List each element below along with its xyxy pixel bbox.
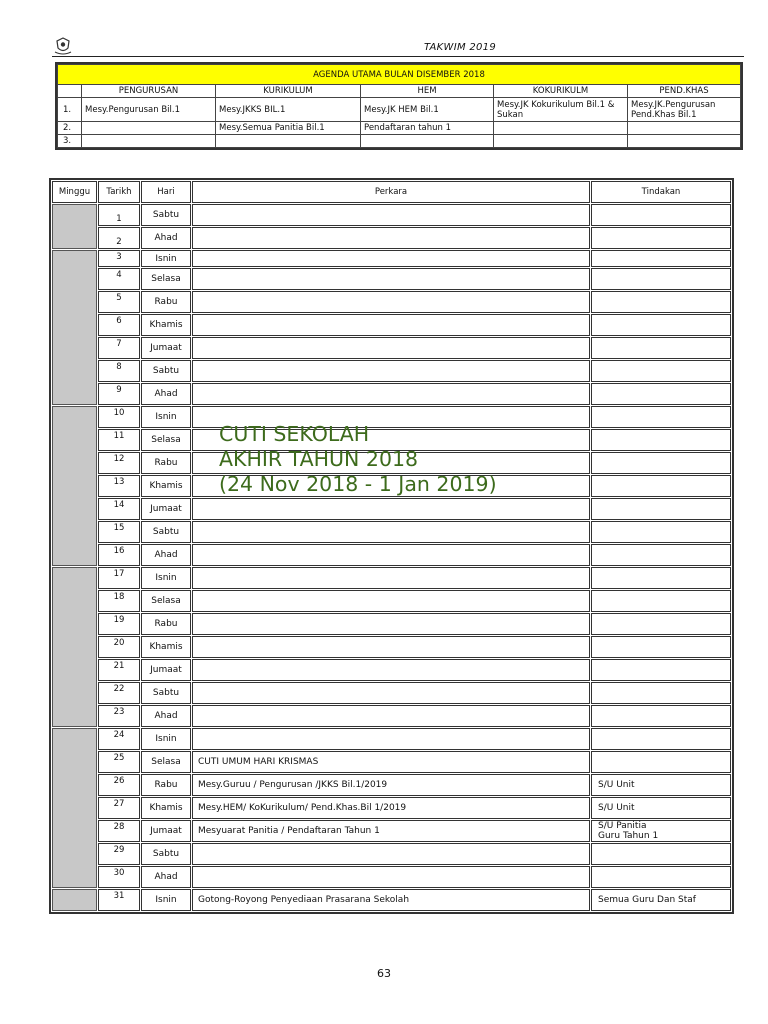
date-cell	[98, 429, 140, 451]
action-cell	[591, 843, 731, 865]
calendar-row	[52, 314, 731, 336]
calendar-row	[52, 889, 731, 911]
event-cell	[192, 360, 590, 382]
calendar-row	[52, 498, 731, 520]
calendar-row	[52, 383, 731, 405]
date-cell	[98, 613, 140, 635]
action-cell	[591, 705, 731, 727]
school-holiday-subtitle: AKHIR TAHUN 2018	[219, 447, 419, 471]
calendar-row	[52, 866, 731, 888]
date-number: 17	[113, 569, 125, 579]
calendar-row	[52, 705, 731, 727]
event-cell	[192, 227, 590, 249]
date-cell	[98, 227, 140, 249]
agenda-cell	[494, 122, 628, 135]
school-holiday-title: CUTI SEKOLAH	[219, 422, 370, 446]
action-cell	[591, 613, 731, 635]
event-cell	[192, 843, 590, 865]
action-cell	[591, 360, 731, 382]
page-number: 63	[377, 967, 391, 980]
day-cell: Sabtu	[141, 843, 191, 865]
date-cell	[98, 498, 140, 520]
calendar-row	[52, 291, 731, 313]
calendar-row	[52, 567, 731, 589]
action-cell: S/U Panitia Guru Tahun 1	[591, 820, 731, 842]
agenda-header-row	[58, 85, 741, 98]
header-tindakan: Tindakan	[591, 181, 731, 203]
action-cell	[591, 250, 731, 267]
date-number: 26	[113, 776, 125, 786]
event-cell	[192, 590, 590, 612]
action-cell: S/U Unit	[591, 774, 731, 796]
header-divider	[52, 56, 744, 57]
event-cell	[192, 682, 590, 704]
date-number: 15	[113, 523, 125, 533]
week-cell	[52, 204, 97, 249]
date-cell	[98, 406, 140, 428]
event-cell	[192, 250, 590, 267]
date-cell	[98, 866, 140, 888]
calendar-body	[52, 204, 731, 911]
action-cell	[591, 866, 731, 888]
date-number: 11	[113, 431, 125, 441]
calendar-row	[52, 227, 731, 249]
event-cell	[192, 291, 590, 313]
calendar-row	[52, 843, 731, 865]
agenda-row	[58, 98, 741, 122]
agenda-cell: Mesy.JK.Pengurusan Pend.Khas Bil.1	[628, 98, 741, 122]
date-number: 6	[116, 316, 122, 326]
action-cell	[591, 590, 731, 612]
week-cell	[52, 567, 97, 727]
date-cell	[98, 291, 140, 313]
day-cell: Jumaat	[141, 820, 191, 842]
action-cell	[591, 268, 731, 290]
date-number: 25	[113, 753, 125, 763]
agenda-cell	[361, 135, 494, 148]
agenda-cell: Mesy.JKKS BIL.1	[216, 98, 361, 122]
day-cell: Khamis	[141, 314, 191, 336]
agenda-header-cell: KURIKULUM	[216, 85, 361, 98]
day-cell: Selasa	[141, 429, 191, 451]
action-cell	[591, 406, 731, 428]
agenda-header-num	[58, 85, 82, 98]
agenda-header-cell: HEM	[361, 85, 494, 98]
date-cell	[98, 314, 140, 336]
date-number: 16	[113, 546, 125, 556]
day-cell: Sabtu	[141, 204, 191, 226]
date-cell	[98, 521, 140, 543]
day-cell: Isnin	[141, 567, 191, 589]
week-cell	[52, 728, 97, 888]
day-cell: Selasa	[141, 268, 191, 290]
date-number: 22	[113, 684, 125, 694]
date-number: 20	[113, 638, 125, 648]
day-cell: Ahad	[141, 705, 191, 727]
date-cell	[98, 204, 140, 226]
document-title: TAKWIM 2019	[424, 42, 496, 53]
day-cell: Ahad	[141, 544, 191, 566]
event-cell	[192, 204, 590, 226]
date-cell	[98, 705, 140, 727]
date-cell	[98, 567, 140, 589]
action-cell	[591, 291, 731, 313]
day-cell: Ahad	[141, 866, 191, 888]
day-cell: Rabu	[141, 613, 191, 635]
date-cell	[98, 383, 140, 405]
action-cell	[591, 227, 731, 249]
day-cell: Rabu	[141, 452, 191, 474]
action-cell	[591, 567, 731, 589]
calendar-row	[52, 728, 731, 750]
calendar-row	[52, 774, 731, 796]
date-number: 23	[113, 707, 125, 717]
day-cell: Jumaat	[141, 337, 191, 359]
agenda-cell	[82, 122, 216, 135]
action-cell	[591, 521, 731, 543]
week-cell	[52, 406, 97, 566]
event-cell	[192, 521, 590, 543]
date-number: 21	[113, 661, 125, 671]
header-minggu: Minggu	[52, 181, 97, 203]
calendar-row	[52, 751, 731, 773]
date-number: 8	[116, 362, 122, 372]
date-cell	[98, 590, 140, 612]
agenda-header-cell: PEND.KHAS	[628, 85, 741, 98]
calendar-row	[52, 521, 731, 543]
date-number: 10	[113, 408, 125, 418]
action-cell	[591, 452, 731, 474]
date-number: 19	[113, 615, 125, 625]
day-cell: Sabtu	[141, 521, 191, 543]
date-cell	[98, 360, 140, 382]
date-number: 1	[116, 214, 122, 224]
action-cell	[591, 728, 731, 750]
date-number: 28	[113, 822, 125, 832]
event-cell	[192, 728, 590, 750]
day-cell: Ahad	[141, 383, 191, 405]
agenda-cell: Mesy.JK HEM Bil.1	[361, 98, 494, 122]
day-cell: Jumaat	[141, 659, 191, 681]
day-cell: Sabtu	[141, 682, 191, 704]
agenda-row-number: 1.	[58, 98, 82, 122]
agenda-cell: Pendaftaran tahun 1	[361, 122, 494, 135]
calendar-row	[52, 250, 731, 267]
action-cell	[591, 682, 731, 704]
calendar-row	[52, 204, 731, 226]
school-holiday-note	[219, 422, 497, 497]
date-cell	[98, 751, 140, 773]
date-number: 24	[113, 730, 125, 740]
calendar-row	[52, 360, 731, 382]
header-tarikh: Tarikh	[98, 181, 140, 203]
date-number: 18	[113, 592, 125, 602]
agenda-header-cell: KOKURIKULM	[494, 85, 628, 98]
event-cell: CUTI UMUM HARI KRISMAS	[192, 751, 590, 773]
date-cell	[98, 728, 140, 750]
agenda-cell	[494, 135, 628, 148]
action-cell: S/U Unit	[591, 797, 731, 819]
date-number: 9	[116, 385, 122, 395]
date-number: 27	[113, 799, 125, 809]
date-number: 3	[116, 252, 122, 262]
event-cell	[192, 636, 590, 658]
date-cell	[98, 544, 140, 566]
date-number: 13	[113, 477, 125, 487]
date-number: 4	[116, 270, 122, 280]
day-cell: Khamis	[141, 636, 191, 658]
school-holiday-dates: (24 Nov 2018 - 1 Jan 2019)	[219, 472, 497, 496]
event-cell	[192, 337, 590, 359]
week-cell	[52, 250, 97, 405]
agenda-cell	[628, 122, 741, 135]
event-cell	[192, 498, 590, 520]
calendar-row	[52, 797, 731, 819]
date-number: 2	[116, 237, 122, 247]
day-cell: Isnin	[141, 728, 191, 750]
action-cell	[591, 429, 731, 451]
event-cell	[192, 866, 590, 888]
calendar-row	[52, 590, 731, 612]
date-cell	[98, 268, 140, 290]
agenda-cell	[82, 135, 216, 148]
agenda-cell	[216, 135, 361, 148]
calendar-row	[52, 544, 731, 566]
event-cell	[192, 544, 590, 566]
calendar-row	[52, 337, 731, 359]
action-cell	[591, 544, 731, 566]
event-cell	[192, 705, 590, 727]
day-cell: Jumaat	[141, 498, 191, 520]
date-cell	[98, 659, 140, 681]
event-cell	[192, 268, 590, 290]
event-cell	[192, 383, 590, 405]
date-cell	[98, 682, 140, 704]
agenda-row-number: 3.	[58, 135, 82, 148]
date-cell	[98, 843, 140, 865]
agenda-header-cell: PENGURUSAN	[82, 85, 216, 98]
date-cell	[98, 820, 140, 842]
date-number: 29	[113, 845, 125, 855]
date-number: 7	[116, 339, 122, 349]
agenda-row-number: 2.	[58, 122, 82, 135]
header-perkara: Perkara	[192, 181, 590, 203]
date-number: 12	[113, 454, 125, 464]
day-cell: Rabu	[141, 291, 191, 313]
action-cell	[591, 751, 731, 773]
action-cell	[591, 498, 731, 520]
event-cell: Mesy.HEM/ KoKurikulum/ Pend.Khas.Bil 1/2019	[192, 797, 590, 819]
calendar-row	[52, 682, 731, 704]
school-crest-icon	[52, 36, 74, 56]
agenda-title: AGENDA UTAMA BULAN DISEMBER 2018	[58, 65, 741, 85]
day-cell: Sabtu	[141, 360, 191, 382]
day-cell: Isnin	[141, 250, 191, 267]
date-cell	[98, 452, 140, 474]
calendar-row	[52, 613, 731, 635]
agenda-row	[58, 122, 741, 135]
agenda-cell: Mesy.Pengurusan Bil.1	[82, 98, 216, 122]
action-cell	[591, 475, 731, 497]
calendar-row	[52, 636, 731, 658]
event-cell	[192, 314, 590, 336]
agenda-cell: Mesy.JK Kokurikulum Bil.1 & Sukan	[494, 98, 628, 122]
agenda-row	[58, 135, 741, 148]
event-cell	[192, 613, 590, 635]
date-cell	[98, 774, 140, 796]
header-hari: Hari	[141, 181, 191, 203]
agenda-cell: Mesy.Semua Panitia Bil.1	[216, 122, 361, 135]
day-cell: Selasa	[141, 751, 191, 773]
date-cell	[98, 797, 140, 819]
date-number: 30	[113, 868, 125, 878]
agenda-cell	[628, 135, 741, 148]
date-number: 31	[113, 891, 125, 901]
event-cell	[192, 567, 590, 589]
day-cell: Selasa	[141, 590, 191, 612]
event-cell: Mesy.Guruu / Pengurusan /JKKS Bil.1/2019	[192, 774, 590, 796]
day-cell: Khamis	[141, 797, 191, 819]
date-number: 14	[113, 500, 125, 510]
date-cell	[98, 250, 140, 267]
agenda-table	[55, 62, 743, 150]
day-cell: Isnin	[141, 406, 191, 428]
action-cell	[591, 204, 731, 226]
event-cell: Mesyuarat Panitia / Pendaftaran Tahun 1	[192, 820, 590, 842]
date-cell	[98, 337, 140, 359]
action-cell: Semua Guru Dan Staf	[591, 889, 731, 911]
calendar-header-row	[52, 181, 731, 203]
calendar-row	[52, 268, 731, 290]
action-cell	[591, 337, 731, 359]
day-cell: Rabu	[141, 774, 191, 796]
week-cell	[52, 889, 97, 911]
action-cell	[591, 383, 731, 405]
action-cell	[591, 314, 731, 336]
day-cell: Ahad	[141, 227, 191, 249]
action-cell	[591, 659, 731, 681]
action-cell	[591, 636, 731, 658]
date-number: 5	[116, 293, 122, 303]
day-cell: Khamis	[141, 475, 191, 497]
calendar-row	[52, 659, 731, 681]
date-cell	[98, 636, 140, 658]
day-cell: Isnin	[141, 889, 191, 911]
date-cell	[98, 889, 140, 911]
event-cell	[192, 659, 590, 681]
event-cell: Gotong-Royong Penyediaan Prasarana Sekolah	[192, 889, 590, 911]
calendar-table	[49, 178, 734, 914]
date-cell	[98, 475, 140, 497]
calendar-row	[52, 820, 731, 842]
